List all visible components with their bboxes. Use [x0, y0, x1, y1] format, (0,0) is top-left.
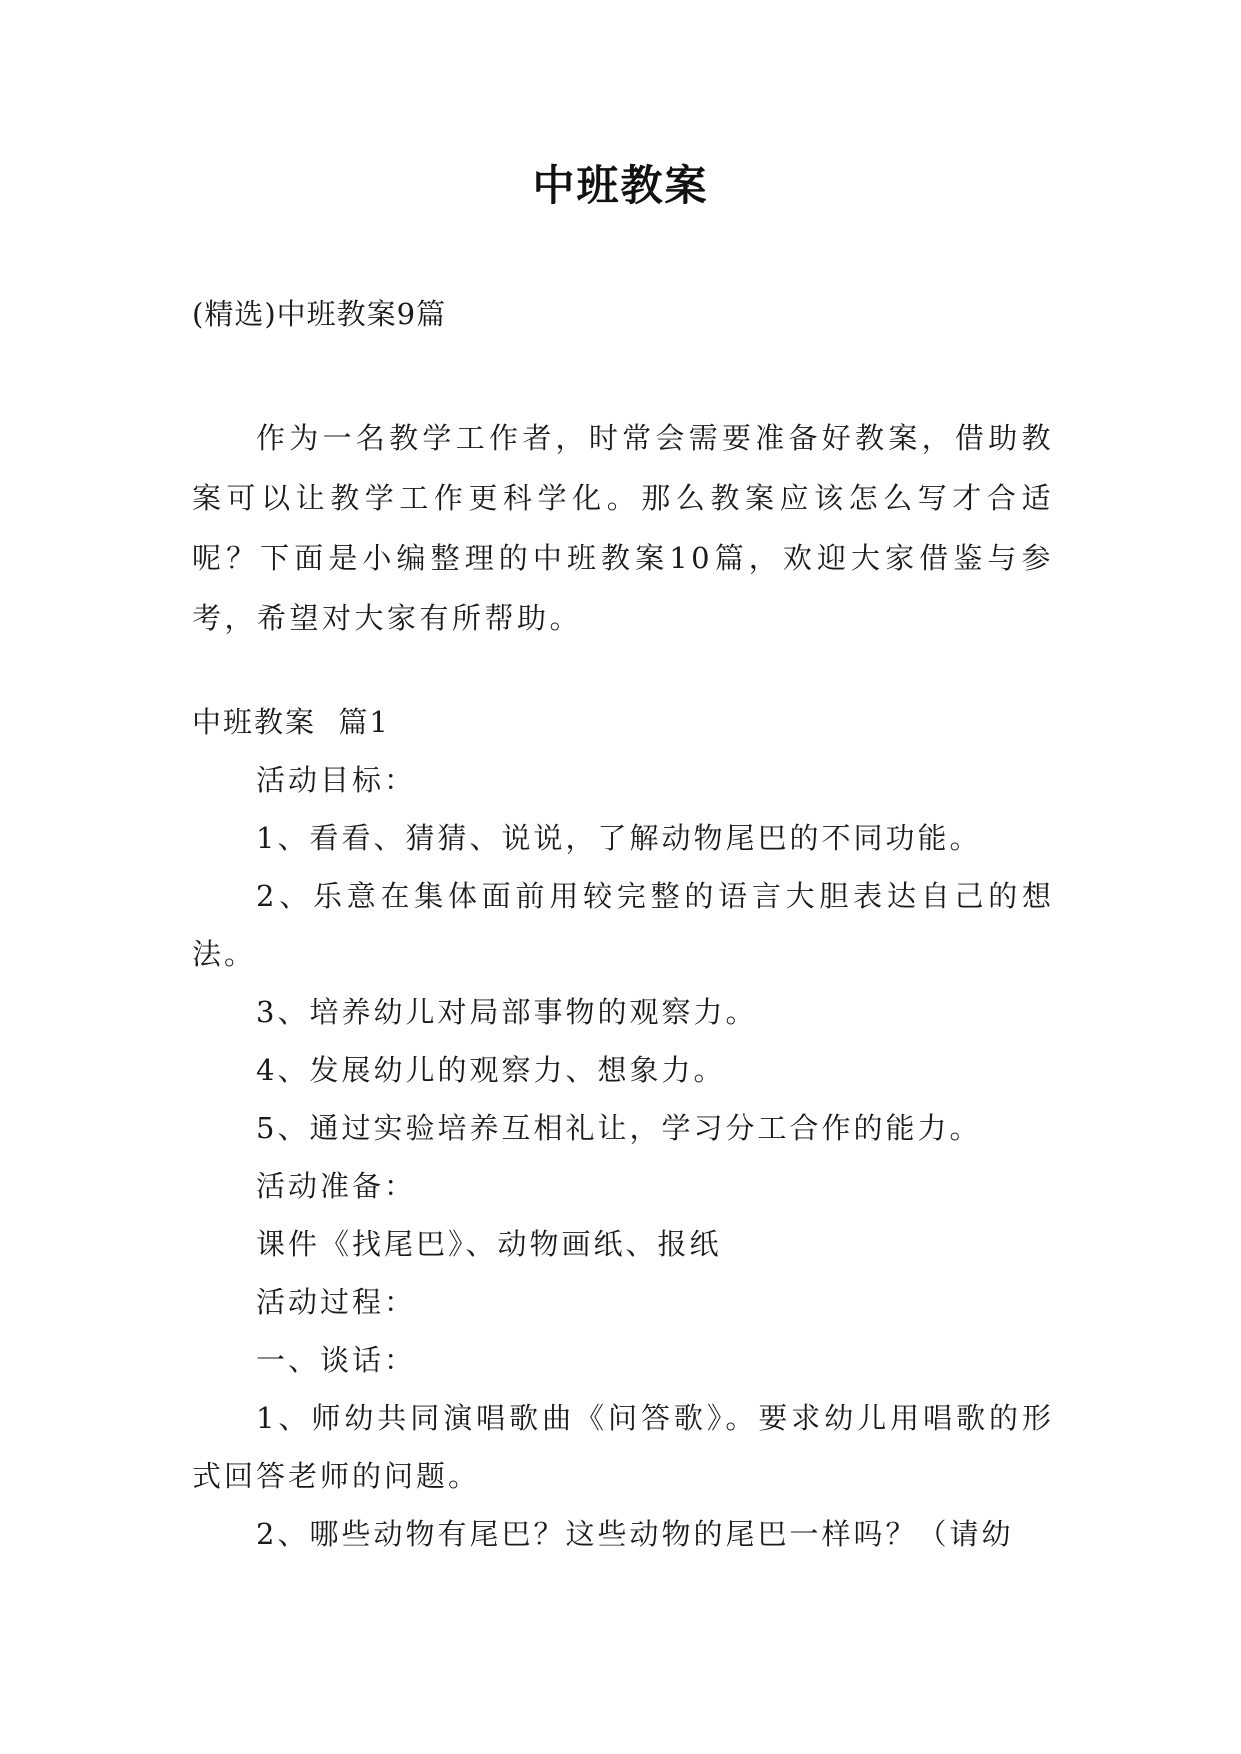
paragraph-goal-1: 1、看看、猜猜、说说，了解动物尾巴的不同功能。 — [256, 821, 982, 855]
paragraph-goal-4: 4、发展幼儿的观察力、想象力。 — [256, 1053, 726, 1087]
paragraph-preparation-items: 课件《找尾巴》、动物画纸、报纸 — [256, 1227, 722, 1261]
paragraph-goal-2: 2、乐意在集体面前用较完整的语言大胆表达自己的想法。 — [192, 879, 1054, 971]
paragraph-preparation-heading: 活动准备： — [256, 1169, 417, 1203]
paragraph-process-heading: 活动过程： — [256, 1285, 417, 1319]
section-body — [192, 694, 1054, 1563]
paragraph-activity-goals-heading: 活动目标： — [256, 763, 417, 797]
paragraph-goal-3: 3、培养幼儿对局部事物的观察力。 — [256, 995, 758, 1029]
paragraph-process-step-1: 一、谈话： — [256, 1343, 417, 1377]
paragraph-process-item-2: 2、哪些动物有尾巴？这些动物的尾巴一样吗？（请幼 — [256, 1517, 1014, 1551]
section-heading: 中班教案 篇1 — [192, 705, 390, 739]
document-subtitle: (精选)中班教案9篇 — [192, 297, 447, 331]
document-title: 中班教案 — [532, 161, 709, 210]
paragraph-process-item-1: 1、师幼共同演唱歌曲《问答歌》。要求幼儿用唱歌的形式回答老师的问题。 — [192, 1401, 1054, 1493]
intro-paragraph: 作为一名教学工作者，时常会需要准备好教案，借助教案可以让教学工作更科学化。那么教案应该怎么写才合适呢？下面是小编整理的中班教案10篇，欢迎大家借鉴与参考，希望对大家有所帮助。 — [192, 421, 1054, 635]
paragraph-goal-5: 5、通过实验培养互相礼让，学习分工合作的能力。 — [256, 1111, 982, 1145]
